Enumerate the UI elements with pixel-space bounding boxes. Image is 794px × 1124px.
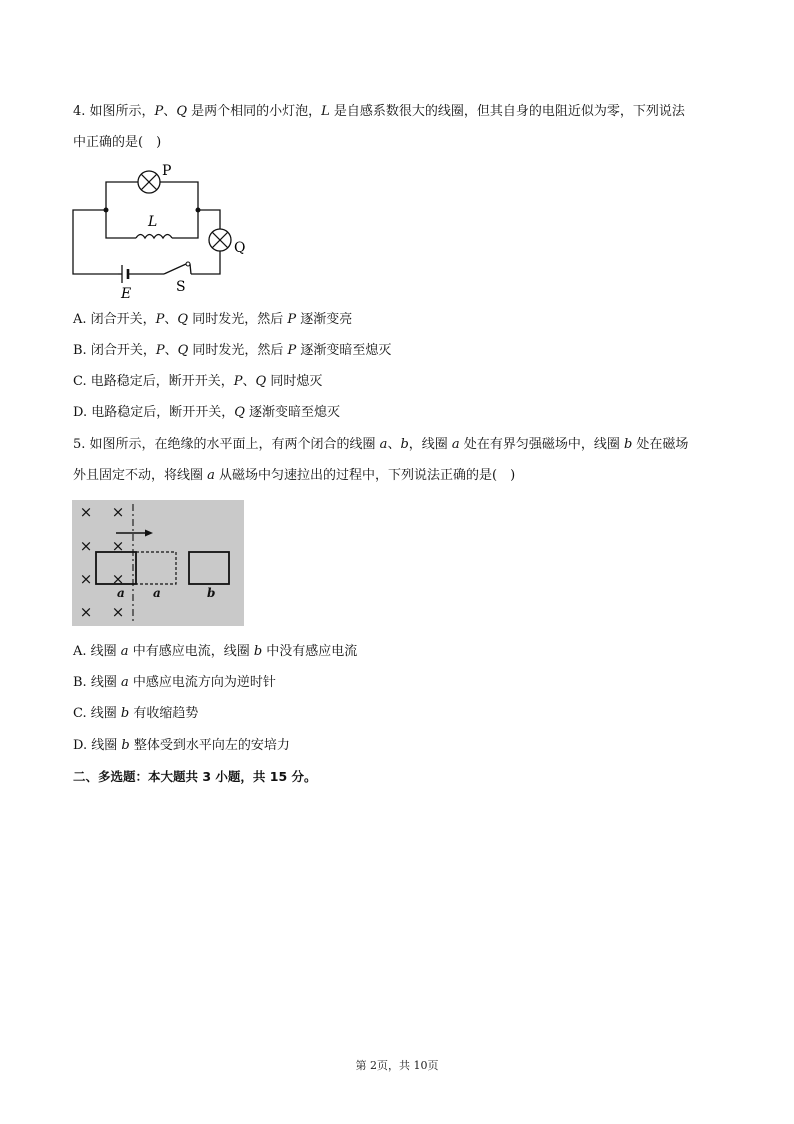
label-q: Q (234, 240, 246, 256)
q4-stem-line2: 中正确的是( ) (73, 135, 162, 150)
q4-option-b[interactable]: B. 闭合开关，P、Q 同时发光，然后 P 逐渐变暗至熄灭 (73, 343, 392, 358)
junction-left (104, 208, 109, 213)
q4-circuit-diagram (66, 158, 266, 298)
field-cross-icon: × (111, 603, 125, 621)
field-cross-icon: × (79, 537, 93, 555)
q4-stem-text: 是两个相同的小灯泡， (186, 104, 322, 119)
wire-left (73, 210, 118, 274)
junction-right (196, 208, 201, 213)
var-l: L (321, 104, 330, 119)
field-cross-icon: × (79, 603, 93, 621)
field-cross-icon: × (111, 503, 125, 521)
q5-stem-line1: 5. 如图所示，在绝缘的水平面上，有两个闭合的线圈 a、b，线圈 a 处在有界匀强磁场中，线圈 b 处在磁场 (73, 437, 689, 452)
wire-mid-left (106, 210, 136, 238)
label-a: a (153, 586, 161, 600)
q4-stem-line1 (73, 103, 685, 121)
page-footer: 第 2页，共 10页 (355, 1059, 439, 1072)
q4-option-c[interactable]: C. 电路稳定后，断开开关，P、Q 同时熄灭 (73, 374, 323, 389)
separator: 、 (163, 104, 177, 119)
lamp-q-icon (209, 229, 231, 251)
switch-contact (186, 262, 190, 266)
switch-lever (164, 264, 186, 274)
q5-stem-line2: 外且固定不动，将线圈 a 从磁场中匀速拉出的过程中，下列说法正确的是( ) (73, 468, 516, 483)
q4-stem-text: 是自感系数很大的线圈，但其自身的电阻近似为零，下列说法 (329, 104, 685, 119)
field-cross-icon: × (111, 537, 125, 555)
figure-background (72, 500, 244, 626)
inductor-coil (136, 235, 172, 239)
q5-option-a[interactable]: A. 线圈 a 中有感应电流，线圈 b 中没有感应电流 (73, 644, 358, 659)
label-l: L (148, 214, 158, 230)
q4-option-a[interactable]: A. 闭合开关，P、Q 同时发光，然后 P 逐渐变亮 (73, 312, 353, 327)
q5-option-c[interactable]: C. 线圈 b 有收缩趋势 (73, 706, 199, 721)
wire-right-top (198, 210, 220, 230)
label-b: b (207, 586, 216, 600)
field-cross-icon: × (79, 570, 93, 588)
wire-top-right (160, 182, 198, 210)
section-heading-multiple-choice: 二、多选题：本大题共 3 小题，共 15 分。 (73, 769, 317, 784)
wire-mid-right (172, 210, 198, 238)
q4-option-d[interactable]: D. 电路稳定后，断开开关，Q 逐渐变暗至熄灭 (73, 405, 341, 420)
label-e: E (121, 286, 132, 298)
wire-right-bottom (191, 250, 220, 274)
field-cross-icon: × (111, 570, 125, 588)
label-s: S (176, 279, 186, 295)
label-p: P (162, 163, 172, 179)
q5-option-b[interactable]: B. 线圈 a 中感应电流方向为逆时针 (73, 675, 276, 690)
wire-top-left (106, 182, 138, 210)
var-q: Q (176, 104, 187, 119)
label-a-boundary: a (117, 586, 125, 600)
field-cross-icon: × (79, 503, 93, 521)
q4-stem-text: 4. 如图所示， (73, 104, 155, 119)
q5-option-d[interactable]: D. 线圈 b 整体受到水平向左的安培力 (73, 738, 290, 753)
lamp-p-icon (138, 171, 160, 193)
var-p: P (154, 104, 164, 119)
q5-magnetic-field-diagram (72, 500, 244, 626)
